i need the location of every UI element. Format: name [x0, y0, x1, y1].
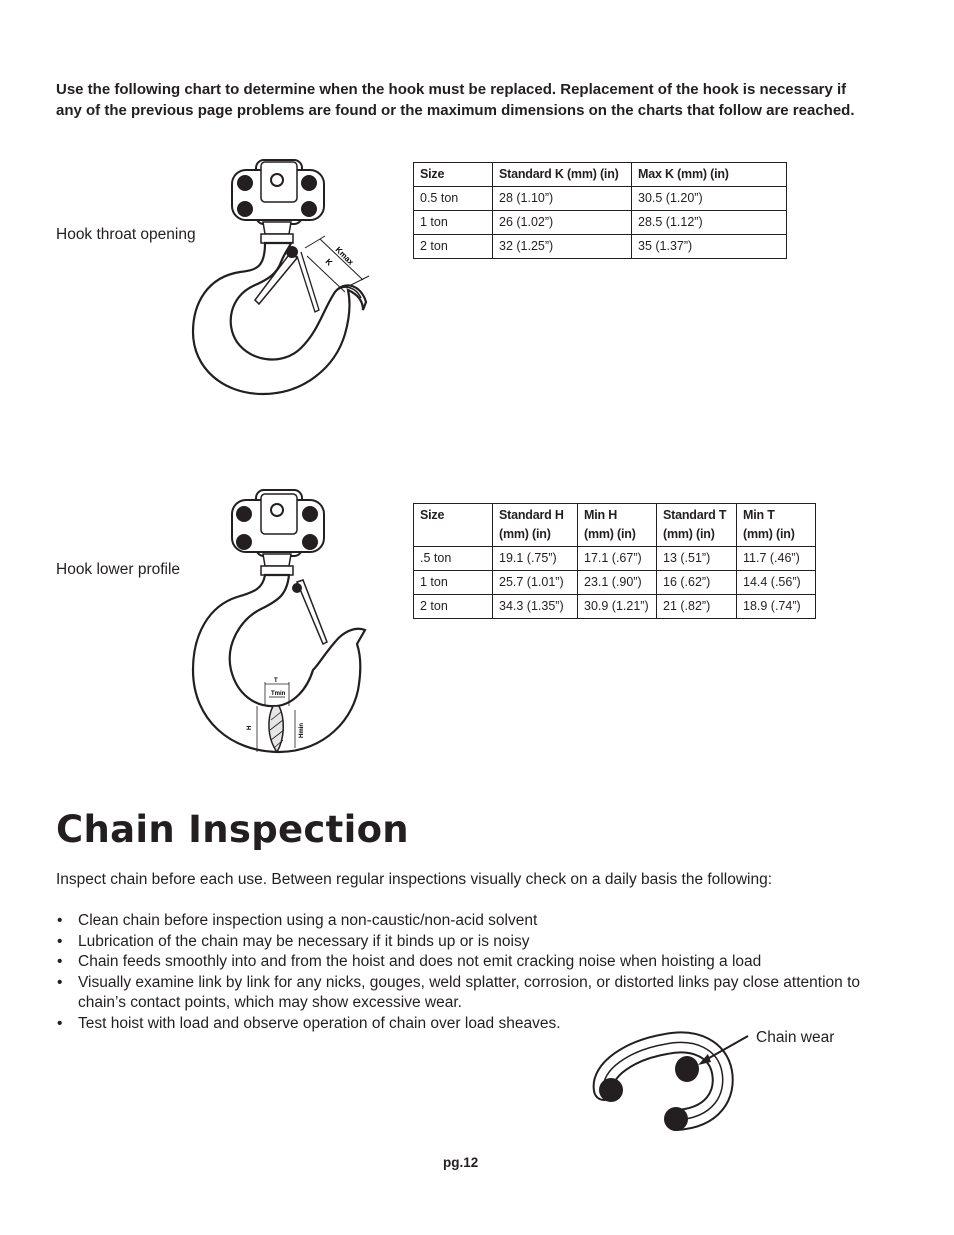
table2-header-standard-t [657, 504, 737, 547]
table2-header-min-h [578, 504, 657, 547]
table-cell: 34.3 (1.35”) [493, 595, 578, 619]
lower-profile-table [413, 503, 816, 619]
list-item: • Lubrication of the chain may be necessary if it binds up or is noisy [56, 932, 876, 953]
table-row [414, 211, 787, 235]
hook-throat-label: Hook throat opening [56, 226, 196, 243]
table1-header-standard-k: Standard K (mm) (in) [493, 163, 632, 187]
table2-header-standard-h [493, 504, 578, 547]
table-cell: 28.5 (1.12”) [632, 211, 787, 235]
h-dim-label: H [247, 725, 253, 730]
table-cell: 2 ton [414, 235, 493, 259]
header-line: Standard H [499, 508, 564, 522]
throat-opening-table [413, 162, 787, 259]
table-cell: 18.9 (.74”) [737, 595, 816, 619]
table-cell: .5 ton [414, 547, 493, 571]
list-item: • Chain feeds smoothly into and from the hoist and does not emit cracking noise when hoisting a load [56, 952, 876, 973]
table-cell: 16 (.62”) [657, 571, 737, 595]
table-cell: 1 ton [414, 571, 493, 595]
inspection-checklist [56, 911, 876, 1035]
table-cell: 28 (1.10”) [493, 187, 632, 211]
table-cell: 30.5 (1.20”) [632, 187, 787, 211]
chain-wear-illustration [590, 1022, 760, 1138]
hook-throat-diagram [185, 152, 375, 404]
list-item: • Visually examine link by link for any nicks, gouges, weld splatter, corrosion, or distorted links pay close attention to chain’s contact points, which may show excessive wear. [56, 973, 876, 1014]
chain-wear-label: Chain wear [756, 1029, 835, 1046]
header-line: (mm) (in) [663, 527, 715, 541]
hook-profile-diagram [185, 484, 375, 766]
intro-paragraph: Use the following chart to determine when the hook must be replaced. Replacement of the hook is necessary if any of the previous page problems are found or the maximum dimensions on the charts that follow are reached. [56, 81, 855, 119]
header-line: (mm) (in) [743, 527, 795, 541]
table-cell: 1 ton [414, 211, 493, 235]
table-cell: 25.7 (1.01”) [493, 571, 578, 595]
table-cell: 13 (.51”) [657, 547, 737, 571]
list-item: • Test hoist with load and observe operation of chain over load sheaves. [56, 1014, 876, 1035]
section-title: Chain Inspection [56, 808, 409, 851]
k-dim-label: K [323, 257, 335, 268]
table-row [414, 187, 787, 211]
table-cell: 2 ton [414, 595, 493, 619]
table1-header-size: Size [414, 163, 493, 187]
table-row [414, 595, 816, 619]
table-row [414, 235, 787, 259]
hmin-dim-label: Hmin [299, 723, 305, 738]
table2-header-size [414, 504, 493, 547]
table-cell: 30.9 (1.21”) [578, 595, 657, 619]
list-item: • Clean chain before inspection using a non-caustic/non-acid solvent [56, 911, 876, 932]
table1-header-max-k: Max K (mm) (in) [632, 163, 787, 187]
table-cell: 32 (1.25”) [493, 235, 632, 259]
table-cell: 0.5 ton [414, 187, 493, 211]
header-line: (mm) (in) [584, 527, 636, 541]
table-row [414, 547, 816, 571]
hook-profile-label: Hook lower profile [56, 561, 181, 578]
table-row [414, 571, 816, 595]
header-line: (mm) (in) [499, 527, 551, 541]
table-cell: 26 (1.02”) [493, 211, 632, 235]
table-cell: 14.4 (.56”) [737, 571, 816, 595]
page-number: pg.12 [443, 1155, 479, 1170]
table-cell: 11.7 (.46”) [737, 547, 816, 571]
table2-header-min-t [737, 504, 816, 547]
table-cell: 35 (1.37”) [632, 235, 787, 259]
table-cell: 23.1 (.90”) [578, 571, 657, 595]
header-line: Min H [584, 508, 618, 522]
table-cell: 19.1 (.75”) [493, 547, 578, 571]
header-line: Min T [743, 508, 775, 522]
table-cell: 21 (.82”) [657, 595, 737, 619]
table-cell: 17.1 (.67”) [578, 547, 657, 571]
kmax-dim-label: Kmax [333, 245, 356, 267]
header-line: Standard T [663, 508, 727, 522]
header-line: Size [420, 508, 445, 522]
section-lead: Inspect chain before each use. Between regular inspections visually check on a daily basis the following: [56, 871, 772, 888]
t-dim-label: T [274, 678, 278, 684]
tmin-dim-label: Tmin [271, 691, 286, 697]
